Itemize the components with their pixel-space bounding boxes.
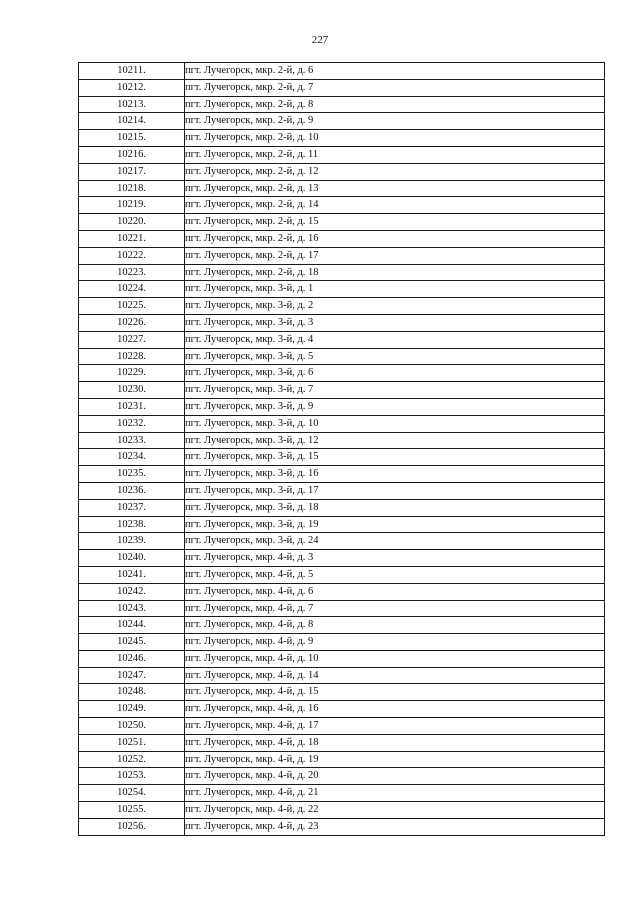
table-row bbox=[79, 667, 605, 684]
address-cell: пгт. Лучегорск, мкр. 3-й, д. 6 bbox=[185, 365, 605, 382]
table-row bbox=[79, 499, 605, 516]
address-cell: пгт. Лучегорск, мкр. 3-й, д. 19 bbox=[185, 516, 605, 533]
table-row bbox=[79, 298, 605, 315]
table-row bbox=[79, 768, 605, 785]
table-row bbox=[79, 382, 605, 399]
address-cell: пгт. Лучегорск, мкр. 4-й, д. 14 bbox=[185, 667, 605, 684]
table-row bbox=[79, 264, 605, 281]
row-number-cell: 10215. bbox=[79, 130, 185, 147]
address-cell: пгт. Лучегорск, мкр. 3-й, д. 2 bbox=[185, 298, 605, 315]
table-row bbox=[79, 449, 605, 466]
table-row bbox=[79, 63, 605, 80]
address-cell: пгт. Лучегорск, мкр. 2-й, д. 16 bbox=[185, 230, 605, 247]
table-row bbox=[79, 130, 605, 147]
row-number-cell: 10226. bbox=[79, 314, 185, 331]
row-number-cell: 10246. bbox=[79, 650, 185, 667]
address-cell: пгт. Лучегорск, мкр. 3-й, д. 10 bbox=[185, 415, 605, 432]
table-row bbox=[79, 650, 605, 667]
row-number-cell: 10237. bbox=[79, 499, 185, 516]
row-number-cell: 10248. bbox=[79, 684, 185, 701]
page-number: 227 bbox=[311, 34, 329, 46]
table-row bbox=[79, 214, 605, 231]
table-row bbox=[79, 146, 605, 163]
address-cell: пгт. Лучегорск, мкр. 3-й, д. 17 bbox=[185, 482, 605, 499]
address-cell: пгт. Лучегорск, мкр. 3-й, д. 9 bbox=[185, 398, 605, 415]
table-row bbox=[79, 566, 605, 583]
row-number-cell: 10254. bbox=[79, 785, 185, 802]
row-number-cell: 10235. bbox=[79, 466, 185, 483]
address-cell: пгт. Лучегорск, мкр. 3-й, д. 12 bbox=[185, 432, 605, 449]
address-cell: пгт. Лучегорск, мкр. 2-й, д. 18 bbox=[185, 264, 605, 281]
address-cell: пгт. Лучегорск, мкр. 4-й, д. 23 bbox=[185, 818, 605, 835]
row-number-cell: 10223. bbox=[79, 264, 185, 281]
row-number-cell: 10229. bbox=[79, 365, 185, 382]
row-number-cell: 10211. bbox=[79, 63, 185, 80]
row-number-cell: 10227. bbox=[79, 331, 185, 348]
row-number-cell: 10244. bbox=[79, 617, 185, 634]
row-number-cell: 10242. bbox=[79, 583, 185, 600]
address-cell: пгт. Лучегорск, мкр. 3-й, д. 18 bbox=[185, 499, 605, 516]
table-row bbox=[79, 197, 605, 214]
row-number-cell: 10216. bbox=[79, 146, 185, 163]
table-row bbox=[79, 331, 605, 348]
address-cell: пгт. Лучегорск, мкр. 3-й, д. 5 bbox=[185, 348, 605, 365]
row-number-cell: 10239. bbox=[79, 533, 185, 550]
row-number-cell: 10228. bbox=[79, 348, 185, 365]
table-row bbox=[79, 466, 605, 483]
address-cell: пгт. Лучегорск, мкр. 4-й, д. 20 bbox=[185, 768, 605, 785]
address-cell: пгт. Лучегорск, мкр. 2-й, д. 8 bbox=[185, 96, 605, 113]
table-row bbox=[79, 314, 605, 331]
address-cell: пгт. Лучегорск, мкр. 4-й, д. 15 bbox=[185, 684, 605, 701]
address-cell: пгт. Лучегорск, мкр. 2-й, д. 9 bbox=[185, 113, 605, 130]
table-row bbox=[79, 684, 605, 701]
address-cell: пгт. Лучегорск, мкр. 4-й, д. 18 bbox=[185, 734, 605, 751]
address-cell: пгт. Лучегорск, мкр. 2-й, д. 13 bbox=[185, 180, 605, 197]
address-cell: пгт. Лучегорск, мкр. 3-й, д. 1 bbox=[185, 281, 605, 298]
table-row bbox=[79, 398, 605, 415]
row-number-cell: 10218. bbox=[79, 180, 185, 197]
address-cell: пгт. Лучегорск, мкр. 4-й, д. 7 bbox=[185, 600, 605, 617]
table-row bbox=[79, 701, 605, 718]
table-row bbox=[79, 802, 605, 819]
row-number-cell: 10225. bbox=[79, 298, 185, 315]
address-table bbox=[78, 62, 605, 836]
address-cell: пгт. Лучегорск, мкр. 4-й, д. 5 bbox=[185, 566, 605, 583]
row-number-cell: 10238. bbox=[79, 516, 185, 533]
address-cell: пгт. Лучегорск, мкр. 4-й, д. 22 bbox=[185, 802, 605, 819]
address-cell: пгт. Лучегорск, мкр. 2-й, д. 15 bbox=[185, 214, 605, 231]
table-row bbox=[79, 281, 605, 298]
row-number-cell: 10245. bbox=[79, 634, 185, 651]
address-cell: пгт. Лучегорск, мкр. 3-й, д. 15 bbox=[185, 449, 605, 466]
table-row bbox=[79, 415, 605, 432]
table-row bbox=[79, 818, 605, 835]
address-cell: пгт. Лучегорск, мкр. 2-й, д. 11 bbox=[185, 146, 605, 163]
address-cell: пгт. Лучегорск, мкр. 4-й, д. 19 bbox=[185, 751, 605, 768]
address-cell: пгт. Лучегорск, мкр. 3-й, д. 7 bbox=[185, 382, 605, 399]
table-row bbox=[79, 230, 605, 247]
address-cell: пгт. Лучегорск, мкр. 3-й, д. 4 bbox=[185, 331, 605, 348]
row-number-cell: 10214. bbox=[79, 113, 185, 130]
table-row bbox=[79, 734, 605, 751]
table-row bbox=[79, 180, 605, 197]
row-number-cell: 10253. bbox=[79, 768, 185, 785]
row-number-cell: 10222. bbox=[79, 247, 185, 264]
address-table-body bbox=[79, 63, 605, 836]
row-number-cell: 10255. bbox=[79, 802, 185, 819]
table-row bbox=[79, 113, 605, 130]
address-cell: пгт. Лучегорск, мкр. 2-й, д. 14 bbox=[185, 197, 605, 214]
row-number-cell: 10219. bbox=[79, 197, 185, 214]
row-number-cell: 10220. bbox=[79, 214, 185, 231]
row-number-cell: 10236. bbox=[79, 482, 185, 499]
table-row bbox=[79, 432, 605, 449]
address-cell: пгт. Лучегорск, мкр. 2-й, д. 12 bbox=[185, 163, 605, 180]
address-cell: пгт. Лучегорск, мкр. 4-й, д. 10 bbox=[185, 650, 605, 667]
table-row bbox=[79, 516, 605, 533]
address-cell: пгт. Лучегорск, мкр. 4-й, д. 17 bbox=[185, 718, 605, 735]
row-number-cell: 10252. bbox=[79, 751, 185, 768]
row-number-cell: 10234. bbox=[79, 449, 185, 466]
address-cell: пгт. Лучегорск, мкр. 2-й, д. 10 bbox=[185, 130, 605, 147]
row-number-cell: 10232. bbox=[79, 415, 185, 432]
table-row bbox=[79, 247, 605, 264]
row-number-cell: 10217. bbox=[79, 163, 185, 180]
row-number-cell: 10212. bbox=[79, 79, 185, 96]
row-number-cell: 10240. bbox=[79, 550, 185, 567]
address-cell: пгт. Лучегорск, мкр. 4-й, д. 3 bbox=[185, 550, 605, 567]
row-number-cell: 10243. bbox=[79, 600, 185, 617]
table-row bbox=[79, 79, 605, 96]
address-cell: пгт. Лучегорск, мкр. 4-й, д. 21 bbox=[185, 785, 605, 802]
table-row bbox=[79, 533, 605, 550]
address-cell: пгт. Лучегорск, мкр. 2-й, д. 6 bbox=[185, 63, 605, 80]
row-number-cell: 10230. bbox=[79, 382, 185, 399]
address-cell: пгт. Лучегорск, мкр. 2-й, д. 7 bbox=[185, 79, 605, 96]
address-cell: пгт. Лучегорск, мкр. 4-й, д. 8 bbox=[185, 617, 605, 634]
row-number-cell: 10213. bbox=[79, 96, 185, 113]
row-number-cell: 10231. bbox=[79, 398, 185, 415]
table-row bbox=[79, 96, 605, 113]
address-cell: пгт. Лучегорск, мкр. 4-й, д. 9 bbox=[185, 634, 605, 651]
table-row bbox=[79, 583, 605, 600]
table-row bbox=[79, 785, 605, 802]
row-number-cell: 10241. bbox=[79, 566, 185, 583]
row-number-cell: 10249. bbox=[79, 701, 185, 718]
table-row bbox=[79, 751, 605, 768]
table-row bbox=[79, 634, 605, 651]
row-number-cell: 10224. bbox=[79, 281, 185, 298]
table-row bbox=[79, 718, 605, 735]
table-row bbox=[79, 600, 605, 617]
address-cell: пгт. Лучегорск, мкр. 3-й, д. 16 bbox=[185, 466, 605, 483]
address-cell: пгт. Лучегорск, мкр. 2-й, д. 17 bbox=[185, 247, 605, 264]
row-number-cell: 10250. bbox=[79, 718, 185, 735]
table-row bbox=[79, 482, 605, 499]
table-row bbox=[79, 617, 605, 634]
address-cell: пгт. Лучегорск, мкр. 4-й, д. 16 bbox=[185, 701, 605, 718]
row-number-cell: 10256. bbox=[79, 818, 185, 835]
table-row bbox=[79, 365, 605, 382]
table-row bbox=[79, 163, 605, 180]
row-number-cell: 10247. bbox=[79, 667, 185, 684]
row-number-cell: 10221. bbox=[79, 230, 185, 247]
row-number-cell: 10233. bbox=[79, 432, 185, 449]
address-cell: пгт. Лучегорск, мкр. 3-й, д. 24 bbox=[185, 533, 605, 550]
address-cell: пгт. Лучегорск, мкр. 3-й, д. 3 bbox=[185, 314, 605, 331]
table-row bbox=[79, 550, 605, 567]
table-row bbox=[79, 348, 605, 365]
row-number-cell: 10251. bbox=[79, 734, 185, 751]
address-cell: пгт. Лучегорск, мкр. 4-й, д. 6 bbox=[185, 583, 605, 600]
